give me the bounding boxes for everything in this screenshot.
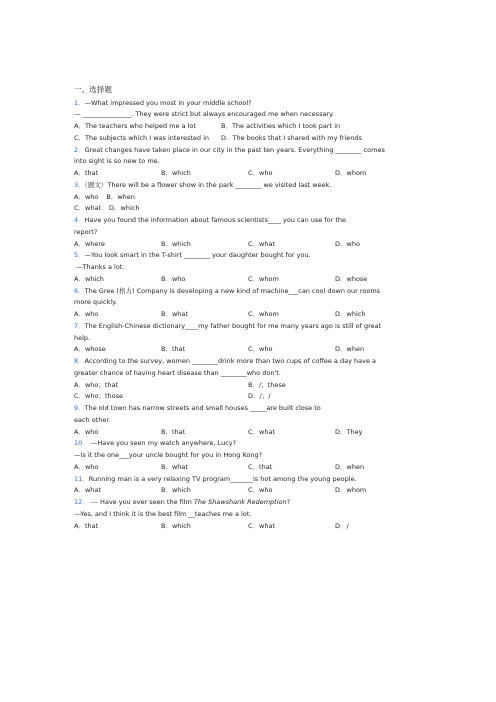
options-row [74, 427, 434, 439]
question-text: ? [286, 498, 291, 506]
question-text: Have you found the information about famous scientists____ you can use for the [84, 216, 347, 224]
option-b[interactable]: B．what [161, 310, 188, 318]
question-number: 8． [74, 357, 85, 365]
option-a[interactable]: A．who [74, 310, 99, 318]
question-text: Great changes have taken place in our city in the past ten years. Everything ________ comes [84, 145, 385, 154]
options-row [74, 462, 434, 474]
question-text: into sight is so new to me. [74, 157, 160, 166]
question-text: —You look smart in the T-shirt ________ your daughter bought for you. [84, 251, 311, 260]
question-text: The English-Chinese dictionary____my father bought for me many years ago is still of great [84, 321, 382, 330]
option-c[interactable]: C．who [248, 486, 273, 495]
question-number: 5． [74, 251, 85, 260]
question-12 [74, 497, 434, 532]
question-2 [74, 145, 434, 180]
option-d[interactable]: D．whom [335, 169, 367, 177]
question-6 [74, 286, 434, 321]
question-text: --- Have you ever seen the film [88, 498, 194, 506]
option-a[interactable]: A．where [74, 239, 105, 248]
option-d[interactable]: D．whose [335, 274, 368, 283]
option-b[interactable]: B．which [161, 169, 191, 177]
question-8 [74, 356, 434, 403]
option-c[interactable]: C．what [248, 427, 276, 436]
option-b[interactable]: B．which [161, 521, 191, 530]
question-text: —Thanks a lot. [74, 263, 125, 271]
question-number: 3． [74, 180, 85, 189]
option-b[interactable]: B．that [161, 345, 186, 354]
options-row [74, 168, 434, 180]
option-d[interactable]: D．when [335, 462, 365, 471]
question-text: Running man is a very relaxing TV program_______is hot among the young people. [88, 474, 357, 483]
question-5 [74, 250, 434, 285]
option-b[interactable]: B．who [161, 274, 186, 283]
question-number: 4． [74, 216, 85, 224]
option-c[interactable]: C．who [248, 345, 273, 354]
option-a[interactable]: A．The teachers who helped me a lot [74, 122, 196, 130]
option-d[interactable]: D．The books that I shared with my friends [221, 133, 362, 142]
option-a[interactable]: A．that [74, 169, 99, 177]
question-number: 9． [74, 404, 85, 412]
question-number: 11． [74, 474, 89, 483]
options-row [74, 192, 434, 204]
question-11 [74, 474, 434, 498]
option-a[interactable]: A．which [74, 274, 104, 283]
question-4 [74, 215, 434, 250]
options-row [74, 521, 434, 533]
option-d[interactable]: D．which [109, 204, 140, 213]
question-text: The Gree (格力) Company is developing a new kind of machine___can cool down our rooms [84, 286, 381, 295]
option-a[interactable]: A．who；that [74, 380, 119, 389]
option-c[interactable]: C．whom [248, 274, 279, 283]
question-text: —What impressed you most in your middle school? [84, 98, 252, 107]
option-a[interactable]: A．who [74, 427, 99, 436]
question-text: greater chance of having heart disease than ________who don't. [74, 368, 281, 377]
question-text: help. [74, 333, 91, 342]
option-d[interactable]: D．They [335, 427, 363, 436]
question-text: more quickly. [74, 298, 118, 307]
question-number: 2． [74, 145, 85, 154]
option-d[interactable]: D．/ [335, 521, 349, 530]
question-9 [74, 403, 434, 438]
option-c[interactable]: C．who；those [74, 392, 123, 401]
question-number: 6． [74, 286, 85, 295]
question-list [74, 84, 434, 532]
question-7 [74, 321, 434, 356]
option-b[interactable]: B．which [161, 239, 191, 248]
question-text: The old town has narrow streets and small houses _____are built close to [84, 404, 321, 412]
options-row [74, 344, 434, 356]
question-number: 10． [74, 439, 89, 448]
options-row [74, 274, 434, 286]
section-title: 一、选择题 [74, 85, 112, 94]
option-b[interactable]: B．which [161, 486, 191, 495]
question-text: report? [74, 227, 98, 236]
option-b[interactable]: B．what [161, 462, 188, 471]
options-row [74, 485, 434, 497]
question-text: —Is it the one___your uncle bought for you in Hong Kong? [74, 451, 263, 459]
question-number: 12． [74, 498, 89, 506]
options-row [74, 309, 434, 321]
question-10 [74, 438, 434, 473]
question-3 [74, 180, 434, 215]
question-text: ---Yes, and I think it is the best film __teaches me a lot. [74, 509, 252, 518]
option-c[interactable]: C．that [248, 462, 273, 471]
option-d[interactable]: D．/；/ [248, 392, 271, 401]
question-text: — _______________. They were strict but always encouraged me when necessary. [74, 110, 335, 119]
option-c[interactable]: C．The subjects which I was interested in [74, 133, 209, 142]
question-number: 1． [74, 98, 85, 107]
question-number: 7． [74, 321, 85, 330]
options-row [74, 391, 434, 403]
option-d[interactable]: D．whom [335, 486, 367, 495]
option-a[interactable]: A．who [74, 192, 99, 201]
option-b[interactable]: B．that [161, 427, 186, 436]
option-d[interactable]: D．when [335, 345, 365, 354]
option-a[interactable]: A．who [74, 462, 99, 471]
options-row [74, 239, 434, 251]
options-row [74, 203, 434, 215]
option-d[interactable]: D．which [335, 310, 366, 318]
option-b[interactable]: B．when [106, 192, 135, 201]
option-b[interactable]: B．The activities which I took part in [221, 122, 341, 130]
option-d[interactable]: D．who [335, 239, 360, 248]
option-c[interactable]: C．whom [248, 310, 279, 318]
question-1 [74, 98, 434, 145]
question-text: each other. [74, 415, 111, 424]
options-row [74, 133, 434, 145]
options-row [74, 121, 434, 133]
options-row [74, 380, 434, 392]
question-text: According to the survey, women ________drink more than two cups of coffee a day have a [84, 357, 377, 365]
question-text: —Have you seen my watch anywhere, Lucy? [88, 439, 237, 448]
option-c[interactable]: C．what [248, 239, 276, 248]
film-title: The Shawshank Redemption [193, 498, 287, 506]
option-b[interactable]: B．/；these [248, 380, 286, 389]
option-c[interactable]: C．what [74, 204, 102, 213]
option-a[interactable]: A．that [74, 521, 99, 530]
question-text: （题文）There will be a flower show in the park ________ we visited last week. [84, 180, 332, 189]
option-c[interactable]: C．who [248, 169, 273, 177]
option-a[interactable]: A．whose [74, 345, 106, 354]
option-a[interactable]: A．what [74, 486, 101, 495]
option-c[interactable]: C．what [248, 521, 276, 530]
